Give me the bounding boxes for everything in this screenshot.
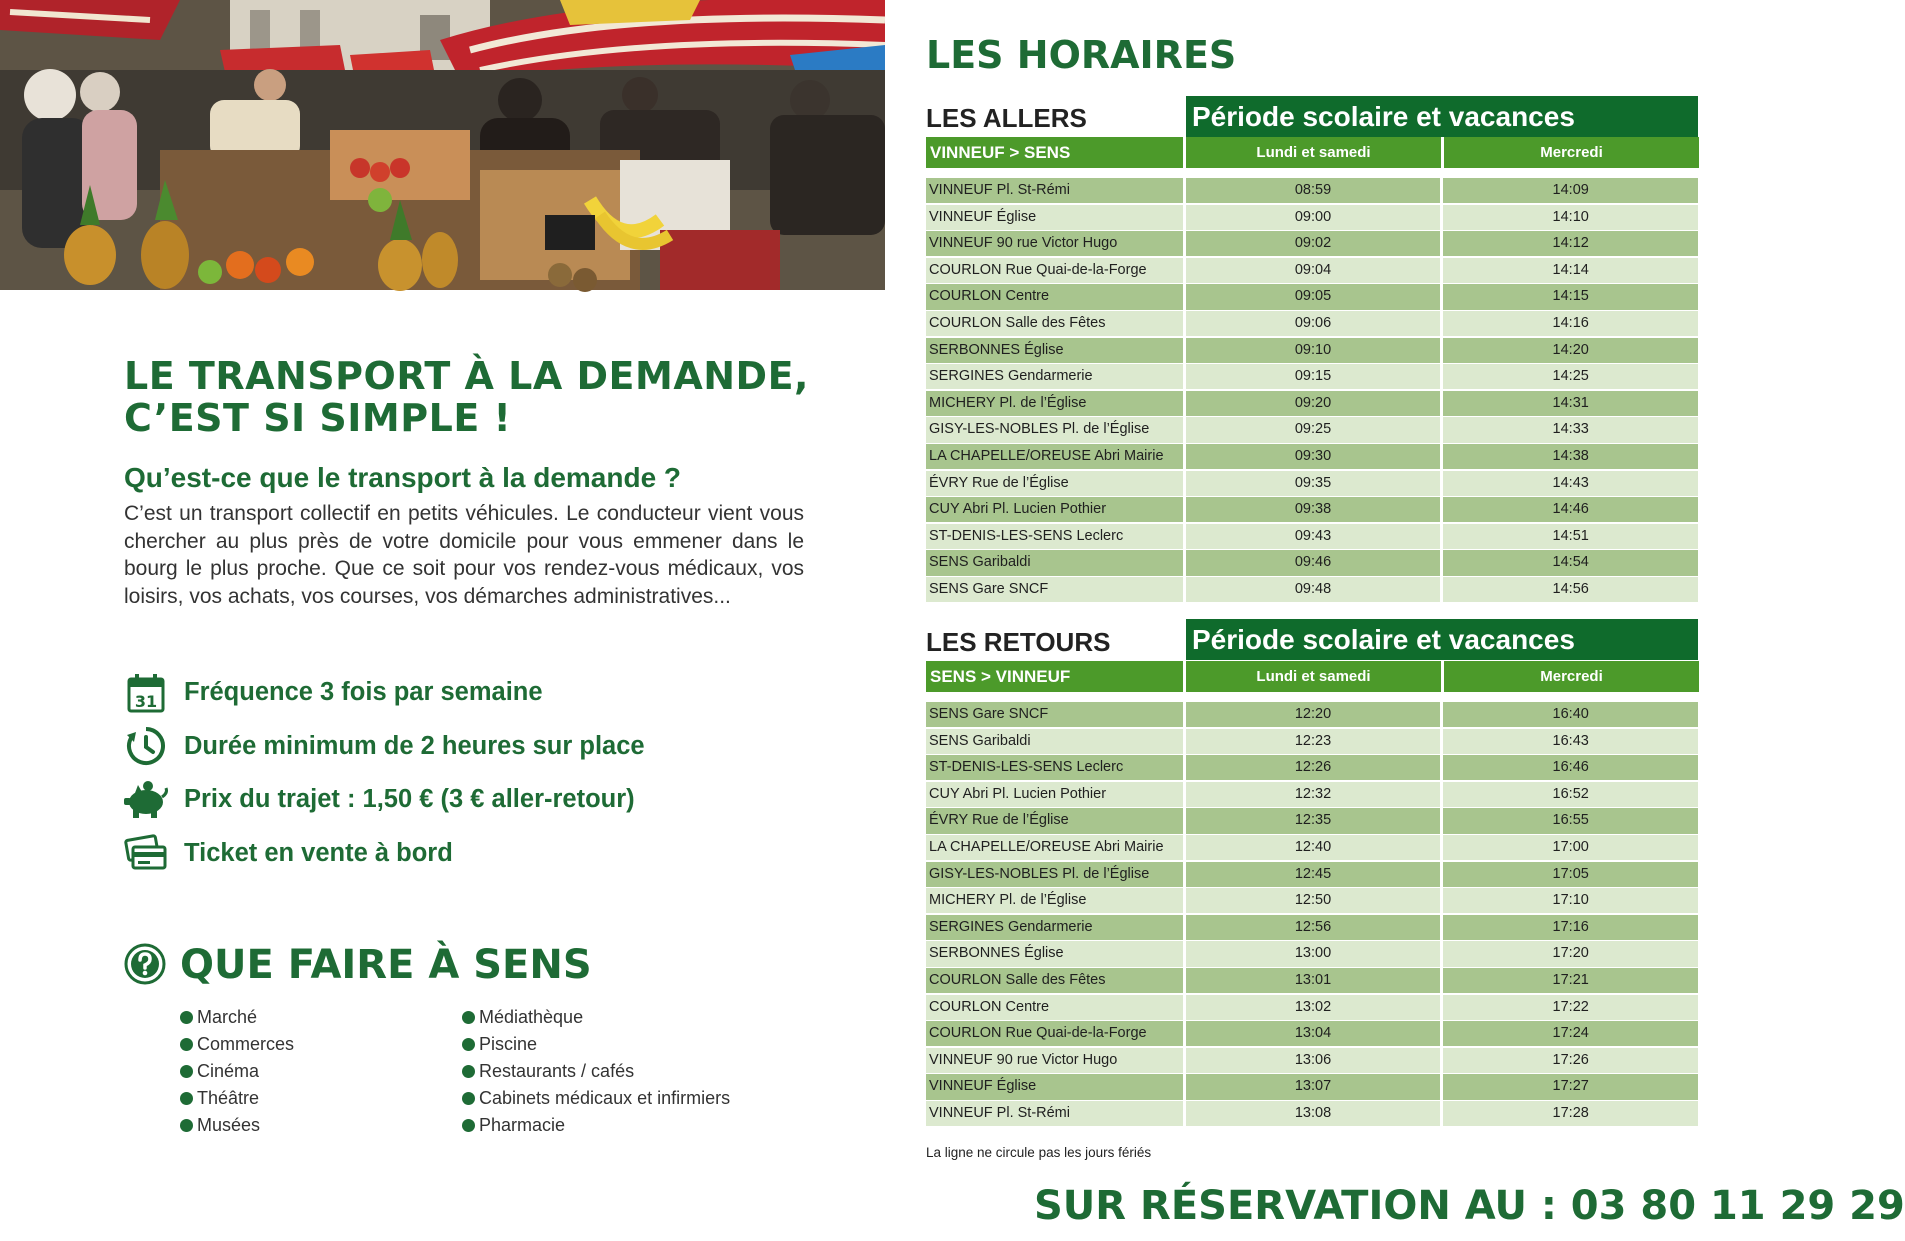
time-weekday: 09:48 <box>1186 577 1441 602</box>
que-faire-heading <box>124 942 592 988</box>
retours-direction: SENS > VINNEUF <box>926 661 1183 692</box>
time-weekday: 09:35 <box>1186 471 1441 496</box>
piggy-bank-icon <box>124 778 168 822</box>
list-item: Médiathèque <box>462 1004 730 1031</box>
feature-frequency <box>124 666 824 720</box>
stop-name: ST-DENIS-LES-SENS Leclerc <box>926 755 1183 780</box>
allers-table-body <box>926 178 1698 604</box>
stop-name: SERBONNES Église <box>926 941 1183 966</box>
table-row <box>926 888 1698 915</box>
time-wednesday: 14:51 <box>1443 524 1698 549</box>
time-wednesday: 16:40 <box>1443 702 1698 727</box>
time-weekday: 09:43 <box>1186 524 1441 549</box>
retours-col-weekday: Lundi et samedi <box>1186 661 1441 692</box>
stop-name: SENS Gare SNCF <box>926 577 1183 602</box>
bullet-icon <box>462 1065 475 1078</box>
list-item: Théâtre <box>180 1085 294 1112</box>
intro-paragraph: C’est un transport collectif en petits véhicules. Le conducteur vient vous chercher au plus près de votre domicile pour vous emmener dans le bourg le plus proche. Que ce soit pour vos rendez-vous médicaux, vos loisirs, vos achats, vos courses, vos démarches administratives... <box>124 502 804 608</box>
time-wednesday: 14:20 <box>1443 338 1698 363</box>
bullet-icon <box>462 1011 475 1024</box>
stop-name: LA CHAPELLE/OREUSE Abri Mairie <box>926 835 1183 860</box>
time-weekday: 13:00 <box>1186 941 1441 966</box>
table-row <box>926 755 1698 782</box>
time-weekday: 09:04 <box>1186 258 1441 283</box>
time-weekday: 09:38 <box>1186 497 1441 522</box>
stop-name: COURLON Centre <box>926 284 1183 309</box>
time-weekday: 12:35 <box>1186 808 1441 833</box>
time-weekday: 12:20 <box>1186 702 1441 727</box>
stop-name: SERGINES Gendarmerie <box>926 364 1183 389</box>
time-weekday: 13:08 <box>1186 1101 1441 1126</box>
list-item: Marché <box>180 1004 294 1031</box>
question-icon <box>124 943 168 987</box>
time-wednesday: 14:16 <box>1443 311 1698 336</box>
time-weekday: 13:02 <box>1186 995 1441 1020</box>
stop-name: VINNEUF Église <box>926 205 1183 230</box>
retours-table-body <box>926 702 1698 1128</box>
time-wednesday: 16:55 <box>1443 808 1698 833</box>
table-row <box>926 835 1698 862</box>
time-weekday: 13:07 <box>1186 1074 1441 1099</box>
table-row <box>926 284 1698 311</box>
title-line-2: C’EST SI SIMPLE ! <box>124 396 512 440</box>
table-row <box>926 702 1698 729</box>
allers-label: LES ALLERS <box>926 103 1087 133</box>
table-row <box>926 995 1698 1022</box>
time-wednesday: 14:25 <box>1443 364 1698 389</box>
stop-name: COURLON Salle des Fêtes <box>926 968 1183 993</box>
reservation-phone: SUR RÉSERVATION AU : 03 80 11 29 29 <box>1034 1183 1905 1229</box>
calendar-icon <box>124 671 168 715</box>
time-weekday: 09:02 <box>1186 231 1441 256</box>
time-wednesday: 14:38 <box>1443 444 1698 469</box>
bullet-icon <box>180 1119 193 1132</box>
stop-name: VINNEUF Pl. St-Rémi <box>926 1101 1183 1126</box>
table-row <box>926 338 1698 365</box>
retours-label: LES RETOURS <box>926 627 1111 657</box>
time-weekday: 12:56 <box>1186 915 1441 940</box>
activities-list-2 <box>462 1004 730 1139</box>
time-weekday: 09:06 <box>1186 311 1441 336</box>
table-row <box>926 1074 1698 1101</box>
table-row <box>926 258 1698 285</box>
retours-table-header <box>926 661 1699 692</box>
stop-name: SENS Garibaldi <box>926 550 1183 575</box>
time-wednesday: 17:22 <box>1443 995 1698 1020</box>
table-row <box>926 497 1698 524</box>
time-wednesday: 14:31 <box>1443 391 1698 416</box>
allers-table-header <box>926 137 1699 168</box>
time-weekday: 09:15 <box>1186 364 1441 389</box>
list-item: Musées <box>180 1112 294 1139</box>
table-row <box>926 364 1698 391</box>
market-photo <box>0 0 885 290</box>
stop-name: SENS Garibaldi <box>926 729 1183 754</box>
list-item: Cinéma <box>180 1058 294 1085</box>
stop-name: CUY Abri Pl. Lucien Pothier <box>926 497 1183 522</box>
time-wednesday: 17:26 <box>1443 1048 1698 1073</box>
feature-ticket-text: Ticket en vente à bord <box>184 838 453 867</box>
bullet-icon <box>180 1065 193 1078</box>
stop-name: ST-DENIS-LES-SENS Leclerc <box>926 524 1183 549</box>
title-line-1: LE TRANSPORT À LA DEMANDE, <box>124 354 809 398</box>
table-row <box>926 577 1698 604</box>
time-wednesday: 17:16 <box>1443 915 1698 940</box>
time-weekday: 09:30 <box>1186 444 1441 469</box>
table-row <box>926 729 1698 756</box>
time-wednesday: 14:14 <box>1443 258 1698 283</box>
stop-name: COURLON Rue Quai-de-la-Forge <box>926 258 1183 283</box>
time-wednesday: 14:09 <box>1443 178 1698 203</box>
table-row <box>926 178 1698 205</box>
time-wednesday: 14:12 <box>1443 231 1698 256</box>
stop-name: MICHERY Pl. de l’Église <box>926 391 1183 416</box>
stop-name: SENS Gare SNCF <box>926 702 1183 727</box>
time-wednesday: 14:43 <box>1443 471 1698 496</box>
time-wednesday: 17:27 <box>1443 1074 1698 1099</box>
time-weekday: 09:05 <box>1186 284 1441 309</box>
allers-period: Période scolaire et vacances <box>1186 96 1698 137</box>
retours-col-wednesday: Mercredi <box>1444 661 1699 692</box>
activities-list-1 <box>180 1004 294 1139</box>
time-wednesday: 14:54 <box>1443 550 1698 575</box>
stop-name: CUY Abri Pl. Lucien Pothier <box>926 782 1183 807</box>
time-weekday: 09:00 <box>1186 205 1441 230</box>
list-item: Restaurants / cafés <box>462 1058 730 1085</box>
table-row <box>926 782 1698 809</box>
table-row <box>926 1101 1698 1128</box>
time-wednesday: 14:10 <box>1443 205 1698 230</box>
clock-icon <box>124 724 168 768</box>
retours-period: Période scolaire et vacances <box>1186 619 1698 660</box>
time-weekday: 12:32 <box>1186 782 1441 807</box>
table-row <box>926 311 1698 338</box>
stop-name: VINNEUF 90 rue Victor Hugo <box>926 231 1183 256</box>
table-row <box>926 808 1698 835</box>
features-list <box>124 666 824 880</box>
intro-question: Qu’est-ce que le transport à la demande ? <box>124 462 682 493</box>
time-wednesday: 16:43 <box>1443 729 1698 754</box>
time-weekday: 09:10 <box>1186 338 1441 363</box>
time-wednesday: 14:15 <box>1443 284 1698 309</box>
list-item: Cabinets médicaux et infirmiers <box>462 1085 730 1112</box>
stop-name: COURLON Centre <box>926 995 1183 1020</box>
stop-name: MICHERY Pl. de l’Église <box>926 888 1183 913</box>
feature-price-text: Prix du trajet : 1,50 € (3 € aller-retour) <box>184 785 635 814</box>
stop-name: SERGINES Gendarmerie <box>926 915 1183 940</box>
stop-name: COURLON Rue Quai-de-la-Forge <box>926 1021 1183 1046</box>
stop-name: ÉVRY Rue de l’Église <box>926 808 1183 833</box>
time-weekday: 09:25 <box>1186 417 1441 442</box>
page-title <box>124 355 824 439</box>
allers-col-wednesday: Mercredi <box>1444 137 1699 168</box>
bullet-icon <box>462 1038 475 1051</box>
list-item: Commerces <box>180 1031 294 1058</box>
stop-name: VINNEUF Pl. St-Rémi <box>926 178 1183 203</box>
time-wednesday: 17:20 <box>1443 941 1698 966</box>
feature-ticket <box>124 827 824 881</box>
que-faire-title: QUE FAIRE À SENS <box>180 942 592 988</box>
stop-name: VINNEUF 90 rue Victor Hugo <box>926 1048 1183 1073</box>
holiday-note: La ligne ne circule pas les jours fériés <box>926 1145 1152 1160</box>
table-row <box>926 391 1698 418</box>
table-row <box>926 417 1698 444</box>
ticket-icon <box>124 831 168 875</box>
feature-duration <box>124 720 824 774</box>
time-wednesday: 14:56 <box>1443 577 1698 602</box>
list-item: Piscine <box>462 1031 730 1058</box>
bullet-icon <box>462 1119 475 1132</box>
time-wednesday: 17:10 <box>1443 888 1698 913</box>
feature-price <box>124 773 824 827</box>
feature-frequency-text: Fréquence 3 fois par semaine <box>184 678 543 707</box>
time-weekday: 09:20 <box>1186 391 1441 416</box>
stop-name: GISY-LES-NOBLES Pl. de l’Église <box>926 417 1183 442</box>
time-wednesday: 14:46 <box>1443 497 1698 522</box>
table-row <box>926 471 1698 498</box>
stop-name: LA CHAPELLE/OREUSE Abri Mairie <box>926 444 1183 469</box>
table-row <box>926 444 1698 471</box>
time-wednesday: 16:46 <box>1443 755 1698 780</box>
time-wednesday: 14:33 <box>1443 417 1698 442</box>
time-weekday: 09:46 <box>1186 550 1441 575</box>
time-weekday: 12:40 <box>1186 835 1441 860</box>
bullet-icon <box>180 1038 193 1051</box>
time-wednesday: 16:52 <box>1443 782 1698 807</box>
stop-name: VINNEUF Église <box>926 1074 1183 1099</box>
time-weekday: 08:59 <box>1186 178 1441 203</box>
bullet-icon <box>180 1092 193 1105</box>
stop-name: SERBONNES Église <box>926 338 1183 363</box>
time-wednesday: 17:05 <box>1443 862 1698 887</box>
time-weekday: 13:04 <box>1186 1021 1441 1046</box>
list-item: Pharmacie <box>462 1112 730 1139</box>
bullet-icon <box>462 1092 475 1105</box>
stop-name: GISY-LES-NOBLES Pl. de l’Église <box>926 862 1183 887</box>
schedule-title: LES HORAIRES <box>926 33 1237 77</box>
time-weekday: 12:50 <box>1186 888 1441 913</box>
time-wednesday: 17:28 <box>1443 1101 1698 1126</box>
table-row <box>926 968 1698 995</box>
time-wednesday: 17:21 <box>1443 968 1698 993</box>
stop-name: COURLON Salle des Fêtes <box>926 311 1183 336</box>
table-row <box>926 941 1698 968</box>
feature-duration-text: Durée minimum de 2 heures sur place <box>184 731 645 760</box>
time-weekday: 12:45 <box>1186 862 1441 887</box>
table-row <box>926 1021 1698 1048</box>
time-wednesday: 17:00 <box>1443 835 1698 860</box>
bullet-icon <box>180 1011 193 1024</box>
allers-direction: VINNEUF > SENS <box>926 137 1183 168</box>
time-weekday: 13:01 <box>1186 968 1441 993</box>
table-row <box>926 231 1698 258</box>
table-row <box>926 1048 1698 1075</box>
stop-name: ÉVRY Rue de l’Église <box>926 471 1183 496</box>
table-row <box>926 862 1698 889</box>
time-weekday: 12:23 <box>1186 729 1441 754</box>
calendar-day: 31 <box>134 691 158 711</box>
time-wednesday: 17:24 <box>1443 1021 1698 1046</box>
table-row <box>926 915 1698 942</box>
time-weekday: 12:26 <box>1186 755 1441 780</box>
table-row <box>926 550 1698 577</box>
table-row <box>926 205 1698 232</box>
time-weekday: 13:06 <box>1186 1048 1441 1073</box>
allers-col-weekday: Lundi et samedi <box>1186 137 1441 168</box>
table-row <box>926 524 1698 551</box>
